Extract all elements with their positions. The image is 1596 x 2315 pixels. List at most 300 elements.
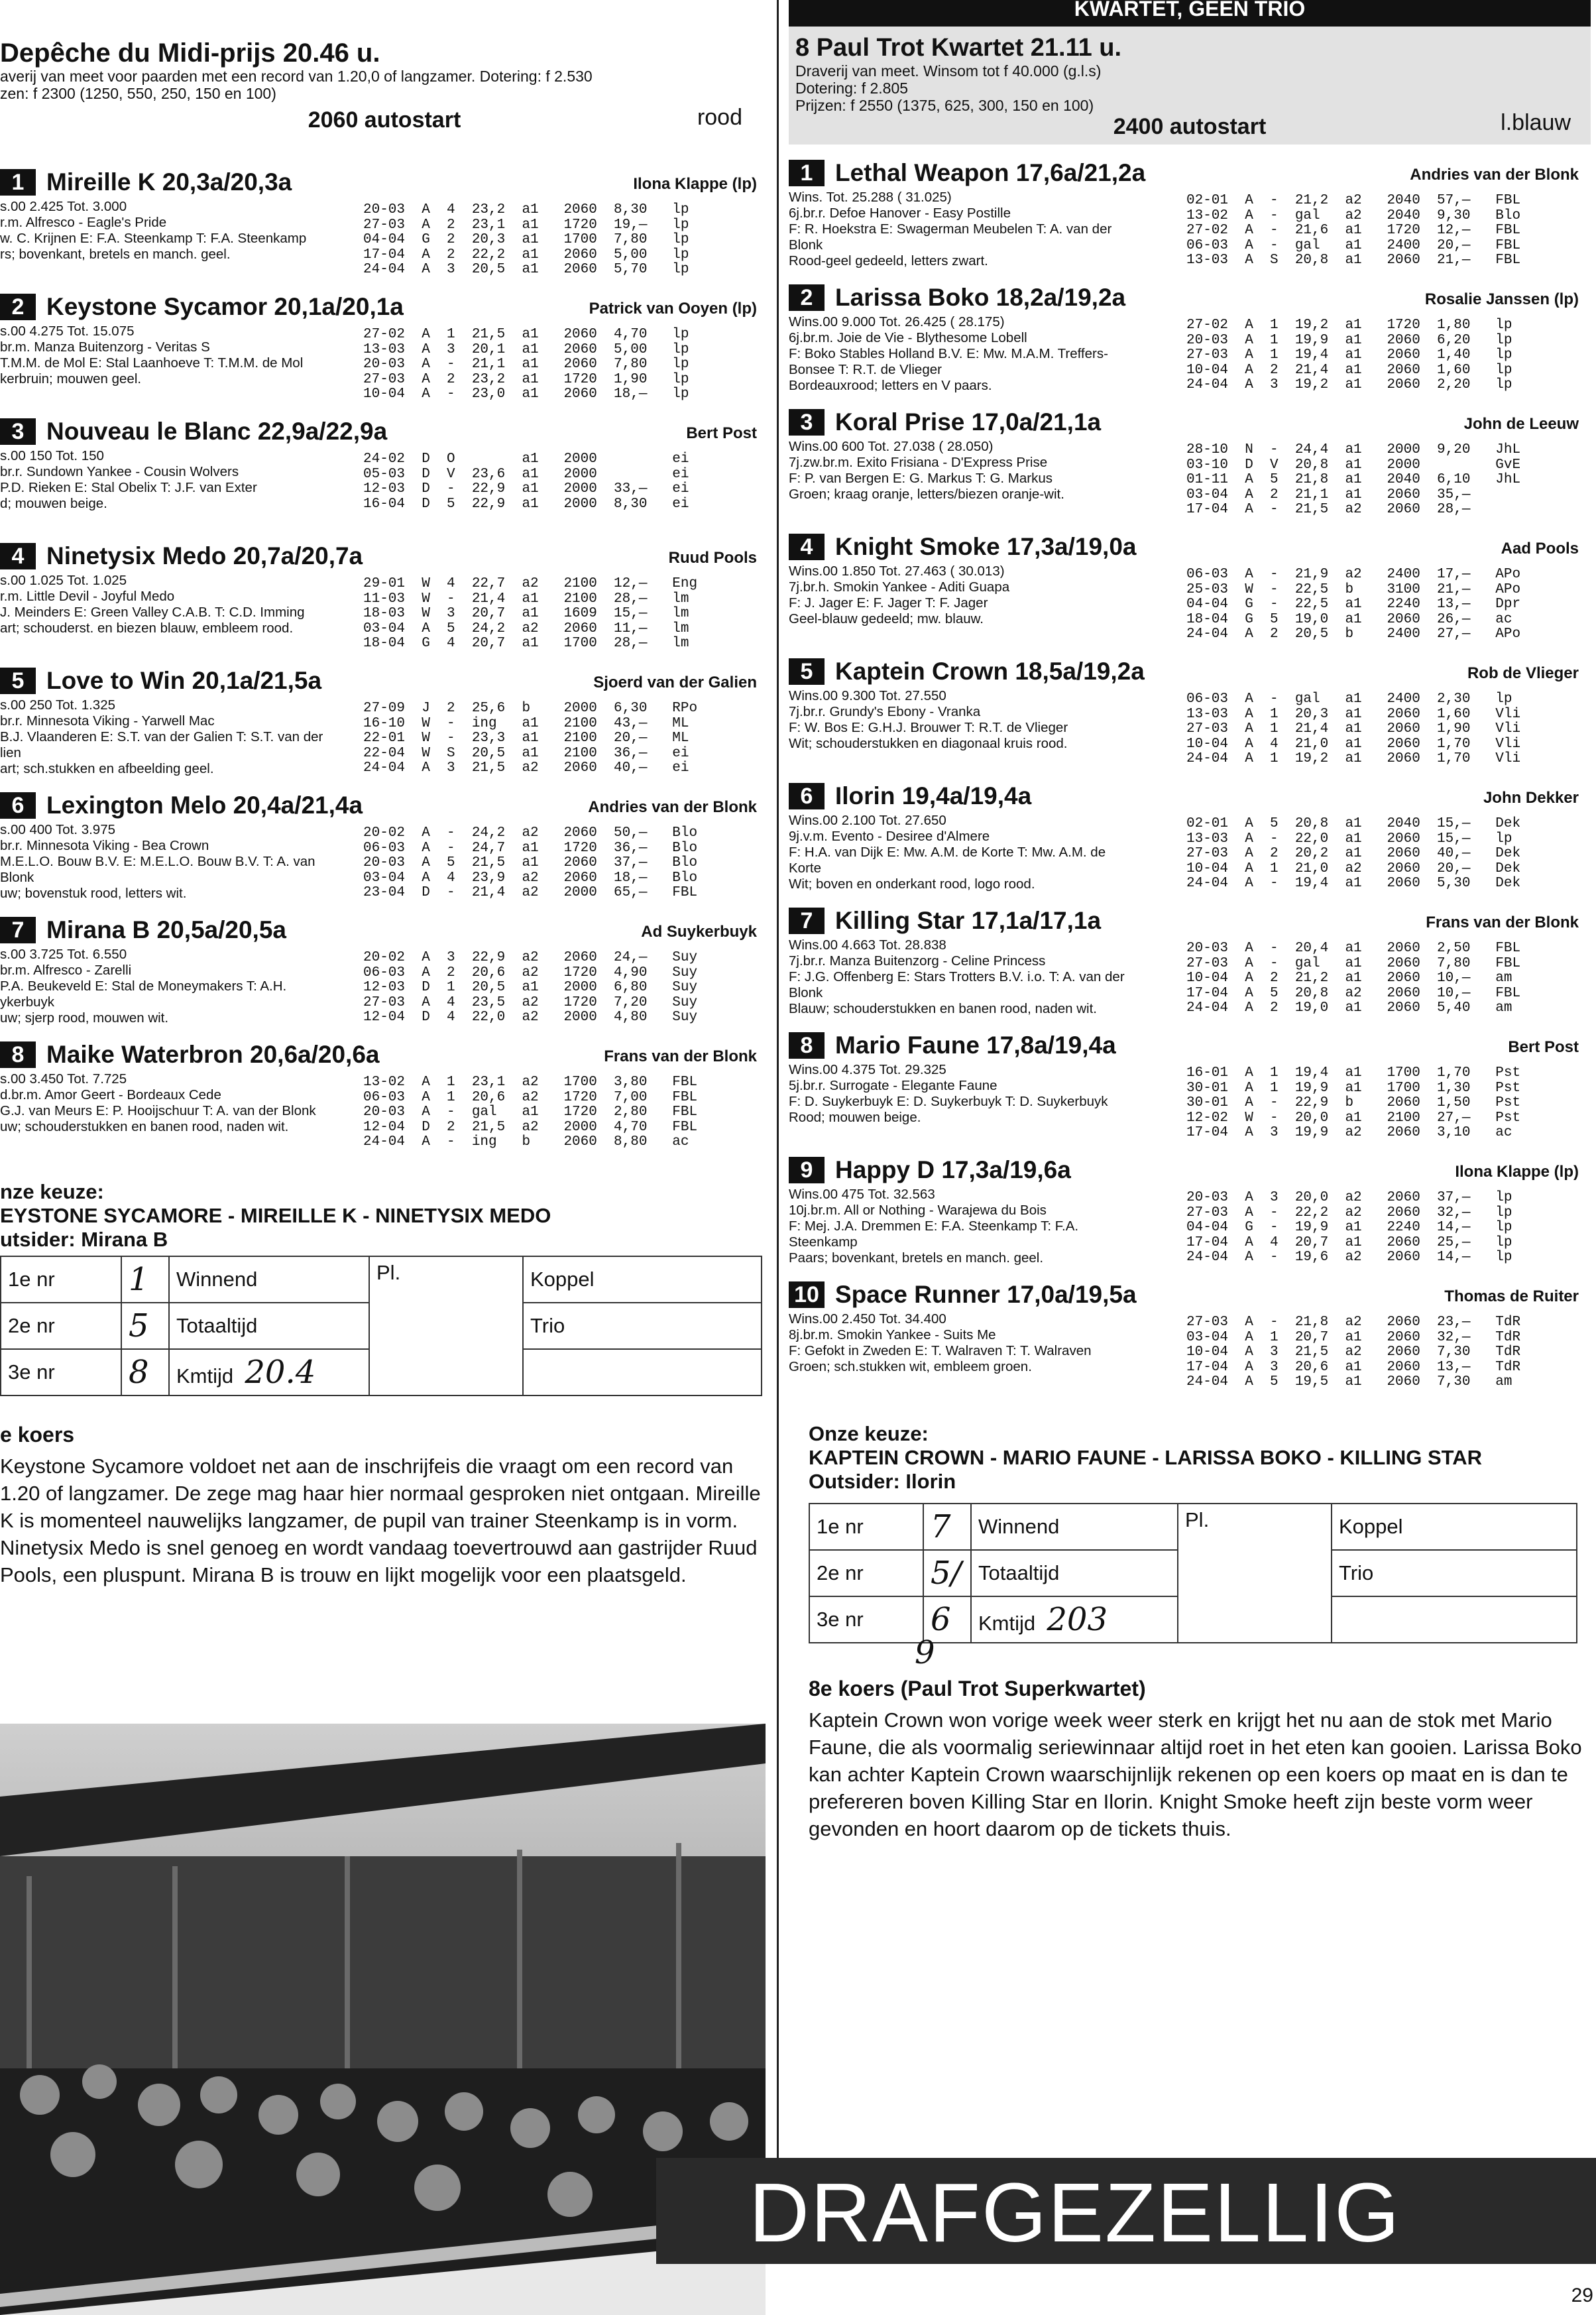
horse-info-line: Wins.00 4.663 Tot. 28.838 (789, 937, 946, 953)
race-start: 2060 autostart (308, 107, 461, 133)
horse-info-line: 8j.br.m. Smokin Yankee - Suits Me (789, 1327, 996, 1342)
horse-info-line: 6j.br.m. Joie de Vie - Blythesome Lobell (789, 330, 1027, 345)
horse-info (0, 1071, 351, 1135)
horse-info-line: s.00 4.275 Tot. 15.075 (0, 324, 135, 339)
horse-header (0, 293, 769, 322)
row-label: 2e nr (1, 1303, 121, 1349)
horse-entry (789, 533, 1591, 658)
horse-number: 8 (0, 1041, 36, 1068)
handwritten-1: 1 (121, 1256, 169, 1303)
race-history-row: 17-04 A 3 19,9 a2 2060 3,10 ac (1186, 1125, 1512, 1140)
horse-info-line: Wins.00 475 Tot. 32.563 (789, 1187, 935, 1202)
horse-header (789, 782, 1591, 811)
horse-entry (0, 293, 769, 418)
race-history-row: 20-03 A 1 19,9 a1 2060 6,20 lp (1186, 332, 1512, 348)
horse-info-line: s.00 3.725 Tot. 6.550 (0, 947, 127, 962)
horse-number: 1 (789, 160, 825, 186)
horse-info (0, 573, 351, 636)
horse-header (789, 159, 1591, 188)
horse-driver: Frans van der Blonk (604, 1047, 757, 1065)
race-history-row: 11-03 W - 21,4 a1 2100 28,— lm (363, 591, 689, 607)
race-history-row: 27-03 A 1 19,4 a1 2060 1,40 lp (1186, 347, 1512, 363)
horse-info-line: rs; bovenkant, bretels en manch. geel. (0, 247, 231, 262)
race-history-row: 24-04 A 3 21,5 a2 2060 40,— ei (363, 760, 689, 776)
race-history-row: 20-02 A 3 22,9 a2 2060 24,— Suy (363, 950, 698, 965)
horse-info-line: s.00 3.450 Tot. 7.725 (0, 1071, 127, 1087)
horse-header (789, 1032, 1591, 1061)
horse-number: 3 (0, 418, 36, 445)
horse-number: 10 (789, 1281, 825, 1308)
race-history-row: 10-04 A 2 21,4 a1 2060 1,60 lp (1186, 362, 1512, 378)
horse-info-line: 9j.v.m. Evento - Desiree d'Almere (789, 829, 990, 844)
horse-entry (789, 782, 1591, 907)
horse-entry (0, 667, 769, 792)
horse-driver: Aad Pools (1501, 540, 1579, 558)
column-divider (777, 0, 779, 2161)
horse-info-line: Blauw; schouderstukken en banen rood, naden wit. (789, 1001, 1097, 1016)
race-history-row: 25-03 W - 22,5 b 3100 21,— APo (1186, 581, 1521, 597)
horse-driver: Thomas de Ruiter (1444, 1287, 1579, 1305)
horse-info-line: br.m. Manza Buitenzorg - Veritas S (0, 339, 210, 355)
race-color: rood (697, 105, 742, 130)
horse-info-line: F: Gefokt in Zweden E: T. Walraven T: T. Walraven (789, 1343, 1092, 1358)
race-history-row: 22-01 W - 23,3 a1 2100 20,— ML (363, 731, 689, 746)
race-history-row: 20-03 A 5 21,5 a1 2060 37,— Blo (363, 855, 698, 870)
race-history-row: 20-03 A - gal a1 1720 2,80 FBL (363, 1104, 698, 1120)
race-history-row: 04-04 G - 22,5 a1 2240 13,— Dpr (1186, 597, 1521, 612)
horse-info-line: br.m. Alfresco - Zarelli (0, 963, 132, 978)
koppel-cell: Koppel (523, 1256, 762, 1303)
horse-info-line: Paars; bovenkant, bretels en manch. geel. (789, 1250, 1044, 1266)
horse-info-line: Rood-geel gedeeld, letters zwart. (789, 253, 988, 268)
race-history-row: 20-03 A 4 23,2 a1 2060 8,30 lp (363, 202, 689, 217)
horse-info (789, 1062, 1180, 1126)
race-color: l.blauw (1501, 110, 1571, 135)
handwritten-2: 5/ (923, 1550, 971, 1596)
race-history-row: 02-01 A 5 20,8 a1 2040 15,— Dek (1186, 816, 1521, 831)
race-history-row: 12-03 D 1 20,5 a1 2000 6,80 Suy (363, 980, 698, 995)
race-history-row: 17-04 A 2 22,2 a1 2060 5,00 lp (363, 247, 689, 263)
kmtijd-label: Kmtijd (176, 1364, 234, 1388)
race-history-row: 17-04 A 4 20,7 a1 2060 25,— lp (1186, 1234, 1512, 1250)
horse-info-line: Wit; boven en onderkant rood, logo rood. (789, 876, 1035, 892)
right-horse-list (789, 159, 1591, 1405)
race-history-row: 27-03 A 2 20,2 a1 2060 40,— Dek (1186, 846, 1521, 861)
horse-entry (0, 1041, 769, 1165)
horse-header (789, 408, 1591, 438)
koers-title: 8e koers (Paul Trot Superkwartet) (809, 1677, 1146, 1700)
horse-number: 7 (789, 908, 825, 934)
race-history-row: 24-04 A 5 19,5 a1 2060 7,30 am (1186, 1374, 1512, 1390)
race-history-row: 22-04 W S 20,5 a1 2100 36,— ei (363, 745, 689, 761)
horse-entry (0, 542, 769, 667)
handwritten-kmtijd: 203 (1047, 1601, 1108, 1638)
race-history-row: 13-03 A 3 20,1 a1 2060 5,00 lp (363, 341, 689, 357)
race-history-row: 03-04 A 4 23,9 a2 2060 18,— Blo (363, 870, 698, 886)
race-history-row: 13-02 A 1 23,1 a2 1700 3,80 FBL (363, 1075, 698, 1090)
row-label: 2e nr (809, 1550, 923, 1596)
horse-info-line: kerbruin; mouwen geel. (0, 371, 142, 386)
race-history-row: 24-04 A 2 20,5 b 2400 27,— APo (1186, 626, 1521, 642)
trio-cell: Trio (523, 1303, 762, 1349)
horse-info-line: F: Mej. J.A. Dremmen E: F.A. Steenkamp T: F.A. (789, 1218, 1079, 1234)
race-history-row: 27-03 A 2 23,2 a1 1720 1,90 lp (363, 371, 689, 387)
horse-driver: Bert Post (1508, 1038, 1579, 1056)
right-race-header (789, 27, 1591, 145)
horse-info-line: 5j.br.r. Surrogate - Elegante Faune (789, 1078, 997, 1093)
race-prizes: zen: f 2300 (1250, 550, 250, 150 en 100) (0, 85, 276, 102)
horse-header (789, 907, 1591, 936)
race-history-row: 20-03 A - 20,4 a1 2060 2,50 FBL (1186, 941, 1521, 956)
race-history-row: 27-03 A 1 21,4 a1 2060 1,90 Vli (1186, 721, 1521, 737)
horse-info-line: F: R. Hoekstra E: Swagerman Meubelen T: A. van der (789, 221, 1112, 237)
race-history-row: 27-02 A 1 19,2 a1 1720 1,80 lp (1186, 318, 1512, 333)
banner (656, 2158, 1596, 2264)
race-history-row: 24-02 D O a1 2000 ei (363, 451, 689, 467)
race-history-row: 18-04 G 4 20,7 a1 1700 28,— lm (363, 636, 689, 651)
horse-info-line: s.00 400 Tot. 3.975 (0, 822, 116, 837)
horse-driver: Sjoerd van der Galien (593, 674, 757, 691)
horse-name: Lethal Weapon 17,6a/21,2a (835, 159, 1146, 186)
race-history-row: 06-03 A - gal a1 2400 20,— FBL (1186, 237, 1521, 253)
race-history-row: 16-10 W - ing a1 2100 43,— ML (363, 715, 689, 731)
horse-info-line: G.J. van Meurs E: P. Hooijschuur T: A. van der Blonk (0, 1103, 316, 1118)
pick-line: EYSTONE SYCAMORE - MIREILLE K - NINETYSIX MEDO (0, 1204, 551, 1227)
race-history-row: 18-03 W 3 20,7 a1 1609 15,— lm (363, 606, 689, 621)
page-number: 29 (1571, 2285, 1593, 2306)
handwritten-kmtijd: 20.4 (245, 1354, 316, 1391)
horse-header (789, 658, 1591, 687)
race-history-row: 24-04 A 2 19,0 a1 2060 5,40 am (1186, 1000, 1512, 1016)
horse-info (789, 564, 1180, 627)
horse-info-line: T.M.M. de Mol E: Stal Laanhoeve T: T.M.M. de Mol (0, 355, 304, 371)
horse-name: Mario Faune 17,8a/19,4a (835, 1032, 1116, 1059)
horse-info-line: d.br.m. Amor Geert - Bordeaux Cede (0, 1087, 221, 1102)
horse-info-line: B.J. Vlaanderen E: S.T. van der Galien T: S.T. van der (0, 729, 323, 744)
horse-info (789, 190, 1180, 269)
horse-info-line: 7j.br.h. Smokin Yankee - Aditi Guapa (789, 579, 1010, 595)
race-history-row: 03-04 A 1 20,7 a1 2060 32,— TdR (1186, 1329, 1521, 1345)
horse-driver: Andries van der Blonk (1410, 166, 1579, 184)
left-race-header (0, 0, 769, 134)
race-history-row: 01-11 A 5 21,8 a1 2040 6,10 JhL (1186, 472, 1521, 487)
horse-header (789, 1156, 1591, 1185)
outsider: Outsider: Ilorin (809, 1470, 956, 1493)
horse-race-history (1186, 692, 1520, 767)
race-history-row: 27-09 J 2 25,6 b 2000 6,30 RPo (363, 701, 698, 716)
horse-info-line: Steenkamp (789, 1234, 858, 1250)
horse-header (0, 792, 769, 821)
horse-info (789, 314, 1180, 394)
horse-driver: Ruud Pools (668, 549, 757, 567)
horse-race-history (363, 951, 697, 1026)
horse-driver: Andries van der Blonk (588, 798, 757, 816)
race-history-row: 10-04 A 2 21,2 a1 2060 10,— am (1186, 971, 1512, 986)
left-column (0, 0, 769, 1586)
horse-number: 4 (0, 543, 36, 569)
horse-info-line: Wins. Tot. 25.288 ( 31.025) (789, 190, 952, 205)
horse-info-line: Blonk (789, 237, 823, 253)
horse-number: 6 (0, 792, 36, 819)
handwritten-3: 8 (121, 1349, 169, 1395)
horse-info-line: 7j.br.r. Grundy's Ebony - Vranka (789, 704, 981, 719)
horse-name: Ilorin 19,4a/19,4a (835, 782, 1032, 809)
horse-info-line: F: Boko Stables Holland B.V. E: Mw. M.A.M. Treffers- (789, 346, 1108, 361)
horse-header (0, 418, 769, 447)
race-history-row: 16-01 A 1 19,4 a1 1700 1,70 Pst (1186, 1065, 1521, 1081)
kmtijd-label: Kmtijd (978, 1612, 1036, 1635)
horse-name: Ninetysix Medo 20,7a/20,7a (46, 542, 363, 569)
race-history-row: 27-03 A 4 23,5 a2 1720 7,20 Suy (363, 994, 698, 1010)
race-history-row: 24-04 A - 19,4 a1 2060 5,30 Dek (1186, 876, 1521, 891)
race-dotering: Dotering: f 2.805 (795, 80, 909, 97)
race-history-row: 10-04 A 3 21,5 a2 2060 7,30 TdR (1186, 1344, 1521, 1360)
race-description: averij van meet voor paarden met een record van 1.20,0 of langzamer. Dotering: f 2.530 (0, 68, 593, 85)
koers-text: Kaptein Crown won vorige week weer sterk en krijgt het nu aan de stok met Mario Faune, die als voormalig seriewinnaar altijd roet in het eten kan gooien. Larissa Boko kan achter Kaptein Crown waarschijnlijk rekenen op een koers op maat en is dan te prefereren boven Killing Star en Ilorin. Knight Smoke heeft zijn beste vorm weer gevonden en hoort daarom op de tickets thuis. (809, 1708, 1582, 1840)
horse-info-line: br.r. Sundown Yankee - Cousin Wolvers (0, 464, 239, 479)
horse-info-line: s.00 250 Tot. 1.325 (0, 697, 116, 713)
horse-number: 2 (0, 294, 36, 320)
horse-info (0, 697, 351, 777)
horse-info (789, 813, 1180, 892)
bet-table (0, 1256, 762, 1396)
horse-race-history (363, 203, 689, 278)
race-history-row: 03-04 A 2 21,1 a1 2060 35,— (1186, 487, 1471, 503)
horse-info-line: 6j.br.r. Defoe Hanover - Easy Postille (789, 206, 1011, 221)
horse-entry (0, 418, 769, 542)
horse-race-history (363, 701, 697, 776)
horse-number: 1 (0, 169, 36, 196)
horse-race-history (1186, 1315, 1520, 1390)
race-history-row: 16-04 D 5 22,9 a1 2000 8,30 ei (363, 496, 689, 512)
horse-info-line: P.D. Rieken E: Stal Obelix T: J.F. van Exter (0, 480, 257, 495)
race-title: 8 Paul Trot Kwartet 21.11 u. (795, 34, 1122, 62)
race-history-row: 17-04 A - 21,5 a2 2060 28,— (1186, 502, 1471, 517)
race-history-row: 27-03 A - 22,2 a2 2060 32,— lp (1186, 1205, 1512, 1220)
horse-entry (789, 658, 1591, 782)
race-history-row: 13-03 A S 20,8 a1 2060 21,— FBL (1186, 253, 1521, 268)
race-history-row: 24-04 A - ing b 2060 8,80 ac (363, 1134, 689, 1150)
horse-header (0, 667, 769, 696)
horse-info-line: Blonk (0, 870, 34, 885)
race-history-row: 13-03 A - 22,0 a1 2060 15,— lp (1186, 831, 1512, 847)
race-history-row: 04-04 G 2 20,3 a1 1700 7,80 lp (363, 232, 689, 247)
horse-info (0, 324, 351, 387)
horse-info-line: Bonsee T: R.T. de Vlieger (789, 362, 942, 377)
horse-driver: Rosalie Janssen (lp) (1424, 290, 1579, 308)
horse-info-line: uw; sjerp rood, mouwen wit. (0, 1010, 169, 1026)
horse-race-history (1186, 194, 1520, 268)
koers-text: Keystone Sycamore voldoet net aan de inschrijfeis die vraagt om een record van 1.20 of langzamer. De zege mag haar hier normaal gesproken niet ontgaan. Mireille K is momenteel nauwelijks langzamer, de pupil van trainer Steenkamp is in vorm. Ninetysix Medo is snel genoeg en wordt vandaag toevertrouwd aan gastrijder Ruud Pools, een pluspunt. Mirana B is trouw en lijkt mogelijk voor een plaatsgeld. (0, 1454, 761, 1586)
horse-info-line: Geel-blauw gedeeld; mw. blauw. (789, 611, 984, 626)
horse-entry (789, 408, 1591, 533)
horse-entry (0, 916, 769, 1041)
race-history-row: 13-02 A - gal a2 2040 9,30 Blo (1186, 208, 1521, 223)
horse-entry (789, 907, 1591, 1032)
grandstand-photo (0, 1724, 766, 2315)
horse-header (789, 284, 1591, 313)
race-history-row: 20-02 A - 24,2 a2 2060 50,— Blo (363, 825, 698, 841)
horse-entry (789, 284, 1591, 408)
race-history-row: 27-03 A 2 23,1 a1 1720 19,— lp (363, 217, 689, 233)
horse-race-history (1186, 941, 1520, 1016)
race-history-row: 06-03 A - 21,9 a2 2400 17,— APo (1186, 567, 1521, 582)
horse-race-history (1186, 1191, 1512, 1266)
pick-line: KAPTEIN CROWN - MARIO FAUNE - LARISSA BOKO - KILLING STAR (809, 1446, 1483, 1469)
race-start-line (0, 102, 769, 134)
handwritten-3: 6 (923, 1596, 971, 1643)
row-label: 1e nr (809, 1504, 923, 1550)
horse-info (0, 947, 351, 1026)
race-history-row: 27-03 A - gal a1 2060 7,80 FBL (1186, 955, 1521, 971)
horse-info-line: F: W. Bos E: G.H.J. Brouwer T: R.T. de Vlieger (789, 720, 1068, 735)
horse-driver: Frans van der Blonk (1426, 914, 1579, 931)
race-history-row: 12-03 D - 22,9 a1 2000 33,— ei (363, 481, 689, 497)
horse-name: Kaptein Crown 18,5a/19,2a (835, 658, 1145, 685)
race-history-row: 23-04 D - 21,4 a2 2000 65,— FBL (363, 885, 698, 900)
crowd-photo-image (0, 1724, 766, 2315)
horse-info-line: F: J. Jager E: F. Jager T: F. Jager (789, 595, 988, 611)
horse-header (0, 1041, 769, 1070)
horse-info-line: w. C. Krijnen E: F.A. Steenkamp T: F.A. Steenkamp (0, 231, 307, 246)
winnend-cell: Winnend (169, 1256, 369, 1303)
horse-race-history (363, 452, 689, 512)
horse-info-line: Wins.00 2.450 Tot. 34.400 (789, 1311, 946, 1327)
horse-header (0, 542, 769, 571)
handwritten-2: 5 (121, 1303, 169, 1349)
left-pick-section (0, 1180, 769, 1588)
horse-info-line: J. Meinders E: Green Valley C.A.B. T: C.D. Imming (0, 605, 305, 620)
race-prizes: Prijzen: f 2550 (1375, 625, 300, 150 en 100) (795, 97, 1094, 114)
race-history-row: 20-03 A 3 20,0 a2 2060 37,— lp (1186, 1190, 1512, 1205)
race-history-row: 20-03 A - 21,1 a1 2060 7,80 lp (363, 357, 689, 372)
horse-name: Mireille K 20,3a/20,3a (46, 168, 292, 196)
race-history-row: 03-04 A 5 24,2 a2 2060 11,— lm (363, 621, 689, 636)
horse-info-line: s.00 2.425 Tot. 3.000 (0, 199, 127, 214)
race-history-row: 27-03 A - 21,8 a2 2060 23,— TdR (1186, 1315, 1521, 1330)
horse-header (0, 916, 769, 945)
horse-name: Keystone Sycamor 20,1a/20,1a (46, 293, 404, 320)
race-type-bar: KWARTET, GEEN TRIO (789, 0, 1591, 27)
race-history-row: 03-10 D V 20,8 a1 2000 GvE (1186, 457, 1521, 473)
horse-info-line: r.m. Little Devil - Joyful Medo (0, 589, 175, 604)
bet-table (809, 1503, 1577, 1643)
horse-race-history (1186, 1066, 1520, 1141)
horse-name: Koral Prise 17,0a/21,1a (835, 408, 1102, 436)
horse-number: 3 (789, 409, 825, 436)
right-column (789, 0, 1591, 1840)
kmtijd-cell (169, 1349, 369, 1395)
horse-number: 5 (0, 668, 36, 694)
horse-info-line: Blonk (789, 985, 823, 1000)
horse-driver: Ilona Klappe (lp) (633, 175, 757, 193)
horse-header (789, 1281, 1591, 1310)
race-history-row: 06-03 A 2 20,6 a2 1720 4,90 Suy (363, 965, 698, 980)
horse-driver: Ilona Klappe (lp) (1455, 1163, 1579, 1181)
horse-entry (789, 1281, 1591, 1405)
horse-info (789, 688, 1180, 752)
horse-race-history (1186, 443, 1520, 518)
handwritten-1: 7 (923, 1504, 971, 1550)
horse-race-history (1186, 567, 1520, 642)
race-history-row: 10-04 A 4 21,0 a1 2060 1,70 Vli (1186, 736, 1521, 752)
totaaltijd-cell: Totaaltijd (971, 1550, 1178, 1596)
horse-entry (789, 1156, 1591, 1281)
horse-info-line: d; mouwen beige. (0, 496, 107, 511)
horse-info-line: F: D. Suykerbuyk E: D. Suykerbuyk T: D. Suykerbuyk (789, 1094, 1108, 1109)
horse-info-line: Wins.00 4.375 Tot. 29.325 (789, 1062, 946, 1077)
horse-info (789, 1311, 1180, 1375)
horse-info (0, 199, 351, 263)
horse-info-line: lien (0, 745, 21, 760)
horse-info-line: F: P. van Bergen E: G. Markus T: G. Markus (789, 471, 1053, 486)
race-history-row: 12-04 D 2 21,5 a2 2000 4,70 FBL (363, 1119, 698, 1135)
race-history-row: 27-02 A - 21,6 a1 1720 12,— FBL (1186, 223, 1521, 238)
race-history-row: 27-02 A 1 21,5 a1 2060 4,70 lp (363, 327, 689, 342)
race-history-row: 06-03 A 1 20,6 a2 1720 7,00 FBL (363, 1089, 698, 1105)
race-description: Draverij van meet. Winsom tot f 40.000 (g.l.s) (795, 62, 1102, 80)
pick-heading: Onze keuze: (809, 1422, 929, 1445)
horse-info (789, 439, 1180, 503)
left-horse-list (0, 168, 769, 1165)
race-history-row: 06-03 A - gal a1 2400 2,30 lp (1186, 691, 1512, 707)
horse-driver: Bert Post (686, 424, 757, 442)
pl-cell: Pl. (1178, 1504, 1332, 1643)
horse-info-line: 7j.br.r. Manza Buitenzorg - Celine Princess (789, 953, 1046, 969)
horse-info (789, 937, 1180, 1017)
race-history-row: 04-04 G - 19,9 a1 2240 14,— lp (1186, 1220, 1512, 1235)
horse-info-line: Groen; sch.stukken wit, embleem groen. (789, 1359, 1032, 1374)
horse-info-line: F: J.G. Offenberg E: Stars Trotters B.V. i.o. T: A. van der (789, 969, 1125, 984)
horse-race-history (363, 327, 689, 402)
horse-name: Knight Smoke 17,3a/19,0a (835, 533, 1137, 560)
horse-name: Happy D 17,3a/19,6a (835, 1156, 1071, 1183)
horse-name: Nouveau le Blanc 22,9a/22,9a (46, 418, 388, 445)
horse-info-line: Wins.00 2.100 Tot. 27.650 (789, 813, 946, 828)
race-history-row: 30-01 A 1 19,9 a1 1700 1,30 Pst (1186, 1080, 1521, 1096)
horse-info-line: M.E.L.O. Bouw B.V. E: M.E.L.O. Bouw B.V. T: A. van (0, 854, 315, 869)
outsider: utsider: Mirana B (0, 1228, 168, 1251)
trio-cell: Trio (1332, 1550, 1577, 1596)
horse-info-line: ykerbuyk (0, 994, 55, 1010)
horse-info-line: s.00 150 Tot. 150 (0, 448, 104, 463)
race-history-row: 12-04 D 4 22,0 a2 2000 4,80 Suy (363, 1010, 698, 1025)
race-history-row: 28-10 N - 24,4 a1 2000 9,20 JhL (1186, 442, 1521, 457)
horse-race-history (363, 826, 697, 901)
race-history-row: 24-04 A 3 20,5 a1 2060 5,70 lp (363, 262, 689, 277)
horse-number: 5 (789, 658, 825, 685)
right-pick-section (809, 1422, 1584, 1842)
horse-info-line: br.r. Minnesota Viking - Bea Crown (0, 838, 209, 853)
horse-entry (0, 792, 769, 916)
pl-cell: Pl. (369, 1256, 523, 1395)
horse-number: 2 (789, 284, 825, 311)
horse-info (0, 822, 351, 902)
koers-title: e koers (0, 1423, 75, 1447)
pick-heading: nze keuze: (0, 1180, 104, 1203)
race-start: 2400 autostart (1113, 114, 1267, 139)
horse-info (0, 448, 351, 512)
horse-race-history (363, 1075, 697, 1150)
horse-info (789, 1187, 1180, 1266)
horse-number: 7 (0, 917, 36, 943)
horse-driver: John Dekker (1483, 789, 1579, 807)
horse-info-line: art; schouderst. en biezen blauw, embleem rood. (0, 621, 294, 636)
horse-number: 6 (789, 783, 825, 809)
koppel-cell: Koppel (1332, 1504, 1577, 1550)
horse-info-line: Wit; schouderstukken en diagonaal kruis rood. (789, 736, 1068, 751)
race-history-row: 02-01 A - 21,2 a2 2040 57,— FBL (1186, 193, 1521, 208)
